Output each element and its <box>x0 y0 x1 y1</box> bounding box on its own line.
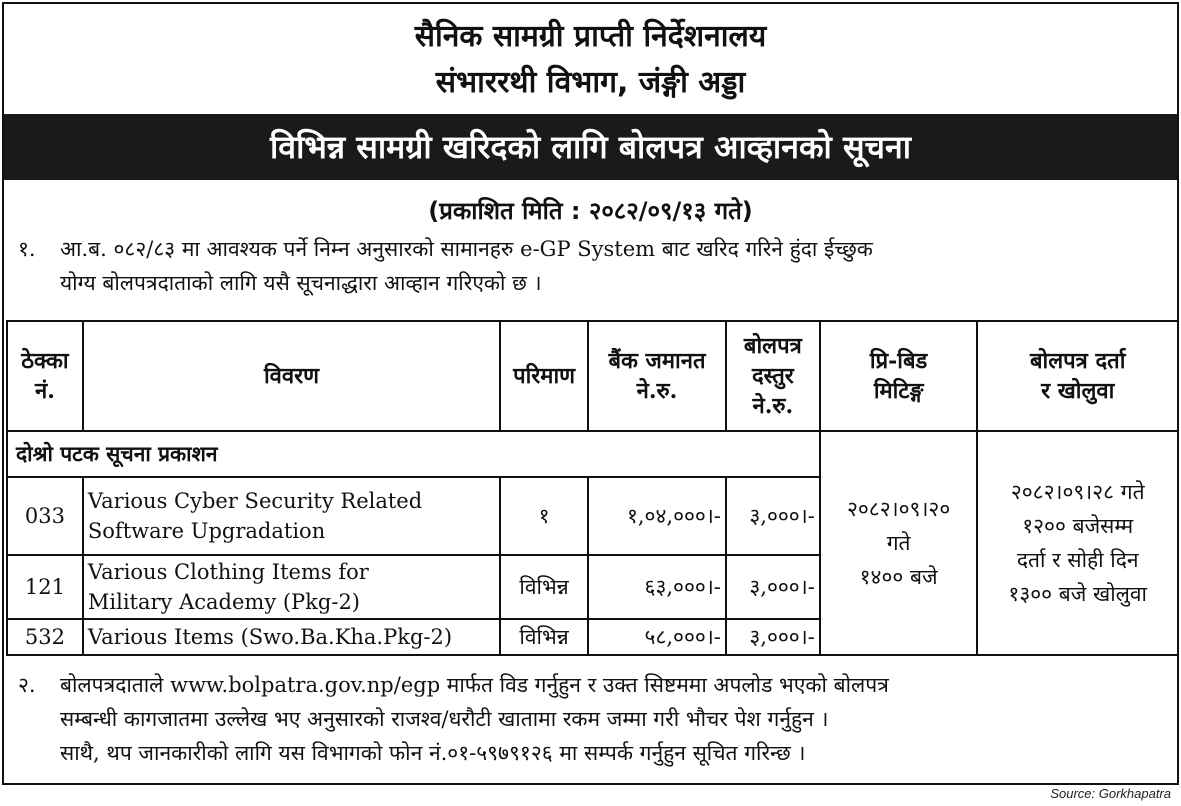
item-description: Various Cyber Security Related Software Upgradation <box>83 477 500 555</box>
contract-no: 532 <box>7 619 83 655</box>
bid-fee: ३,०००।- <box>726 619 820 655</box>
contract-no: 033 <box>7 477 83 555</box>
item-quantity: १ <box>500 477 588 555</box>
bid-fee: ३,०००।- <box>726 477 820 555</box>
paragraph-1-line-1: आ.ब. ०८२/८३ मा आवश्यक पर्ने निम्न अनुसारको सामानहरु e-GP System बाट खरिद गरिने हुंदा ईच्छुक <box>60 237 873 261</box>
section-row <box>7 431 1178 477</box>
item-quantity: विभिन्न <box>500 555 588 619</box>
publish-date: (प्रकाशित मिति : २०८२/०९/१३ गते) <box>428 197 753 225</box>
table-header-row <box>7 321 1178 431</box>
bid-table <box>6 320 1179 656</box>
section-label: दोश्रो पटक सूचना प्रकाशन <box>7 431 820 477</box>
paragraph-1 <box>18 232 1163 300</box>
header-bank-guarantee: बैंक जमानत ने.रु. <box>588 321 726 431</box>
department-name: संभाररथी विभाग, जंङ्गी अड्डा <box>435 65 746 100</box>
submission-opening-cell: २०८२।०९।२८ गते १२०० बजेसम्म दर्ता र सोही दिन १३०० बजे खोलुवा <box>977 431 1178 655</box>
bank-guarantee: ६३,०००।- <box>588 555 726 619</box>
header-contract-no: ठेक्का नं. <box>7 321 83 431</box>
item-quantity: विभिन्न <box>500 619 588 655</box>
organization-name: सैनिक सामग्री प्राप्ती निर्देशनालय <box>414 19 767 54</box>
paragraph-1-line-2: योग्य बोलपत्रदाताको लागि यसै सूचनाद्धारा आव्हान गरिएको छ । <box>60 271 542 295</box>
item-description: Various Items (Swo.Ba.Kha.Pkg-2) <box>83 619 500 655</box>
tender-notice <box>2 2 1179 785</box>
header-description: विवरण <box>83 321 500 431</box>
paragraph-2 <box>18 668 1163 770</box>
prebid-meeting-cell: २०८२।०९।२० गते १४०० बजे <box>820 431 978 655</box>
source-credit: Source: Gorkhapatra <box>1050 786 1171 801</box>
bank-guarantee: १,०४,०००।- <box>588 477 726 555</box>
paragraph-2-line-3: साथै, थप जानकारीको लागि यस विभागको फोन नं.०१-५९७९१२६ मा सम्पर्क गर्नुहुन सूचित गरिन्छ । <box>60 741 806 765</box>
paragraph-1-number: १. <box>18 237 36 261</box>
contract-no: 121 <box>7 555 83 619</box>
notice-title: विभिन्न सामग्री खरिदको लागि बोलपत्र आव्हानको सूचना <box>4 114 1177 180</box>
bank-guarantee: ५८,०००।- <box>588 619 726 655</box>
item-description: Various Clothing Items for Military Academy (Pkg-2) <box>83 555 500 619</box>
header-prebid-meeting: प्रि-बिड मिटिङ्ग <box>820 321 978 431</box>
paragraph-2-number: २. <box>18 673 36 697</box>
bid-fee: ३,०००।- <box>726 555 820 619</box>
header-bid-fee: बोलपत्र दस्तुर ने.रु. <box>726 321 820 431</box>
paragraph-2-line-2: सम्बन्धी कागजातमा उल्लेख भए अनुसारको राजश्व/धरौटी खातामा रकम जम्मा गरी भौचर पेश गर्नुहुन । <box>60 707 829 731</box>
header-quantity: परिमाण <box>500 321 588 431</box>
header-submission-opening: बोलपत्र दर्ता र खोलुवा <box>977 321 1178 431</box>
paragraph-2-line-1: बोलपत्रदाताले www.bolpatra.gov.np/egp मार्फत विड गर्नुहुन र उक्त सिष्टममा अपलोड भएको बोलपत्र <box>60 673 889 697</box>
